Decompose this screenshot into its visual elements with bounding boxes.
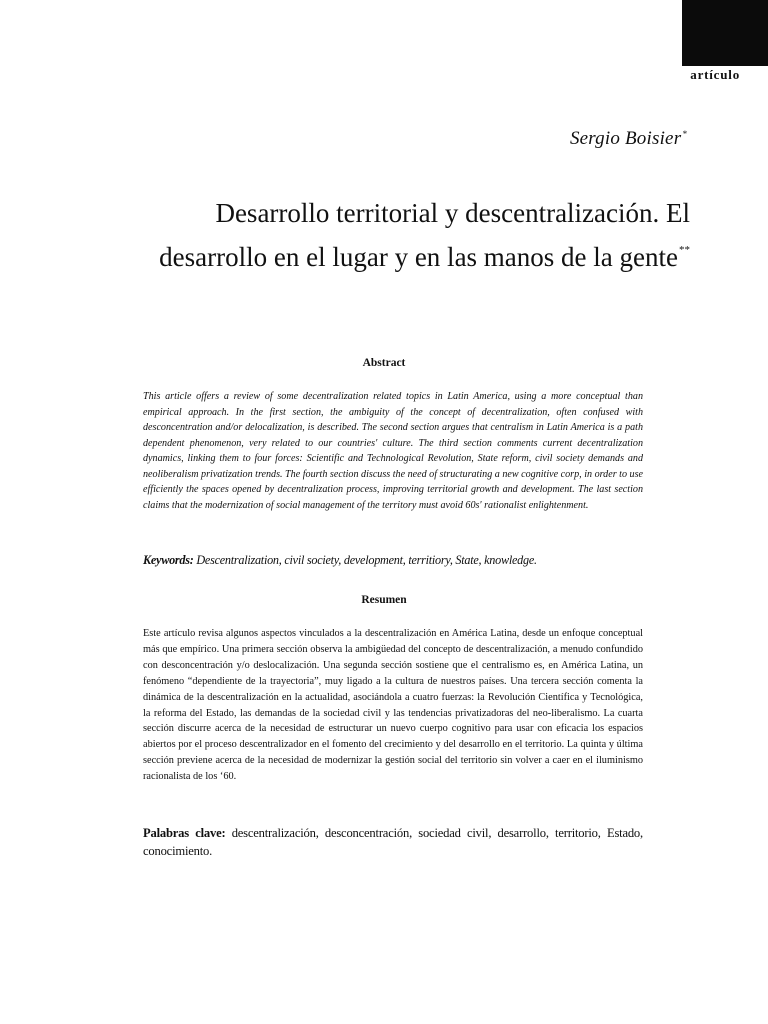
- title-footnote-mark: **: [679, 244, 690, 256]
- resumen-body: Este artículo revisa algunos aspectos vinculados a la descentralización en América Latina, desde un enfoque conceptual más que empírico. Una primera sección observa la ambigüedad del concepto de descentralización, a menudo confundido con desconcentración y/o deslocalización. Una segunda sección sostiene que el centralismo es, en América Latina, un fenómeno “dependiente de la trayectoria”, muy ligado a la cultura de nuestros países. Una tercera sección comenta la dinámica de la descentralización en la actualidad, asociándola a cuatro fuerzas: la Revolución Científica y Tecnológica, la reforma del Estado, las demandas de la sociedad civil y las tendencias privatizadoras del neo-liberalismo. La cuarta sección discurre acerca de la necesidad de estructurar un nuevo cuerpo cognitivo para usar con eficacia los espacios abiertos por el proceso descentralizador en el fomento del crecimiento y del desarrollo en el territorio. La quinta y última sección previene acerca de la necesidad de modernizar la gestión social del territorio sin volver a caer en el iluminismo racionalista de los ‘60.: [143, 628, 643, 783]
- palabras-clave-line: [143, 824, 643, 860]
- author-name: [570, 128, 687, 150]
- author-text: Sergio Boisier: [569, 128, 682, 149]
- title-line-1: Desarrollo territorial y descentralización. El: [215, 198, 690, 228]
- keywords-label: Keywords:: [143, 553, 194, 567]
- keywords-line: [143, 553, 643, 568]
- section-tag: artículo: [690, 67, 740, 82]
- title-line-2: desarrollo en el lugar y en las manos de la gente: [159, 242, 678, 272]
- corner-black-block: [682, 0, 768, 66]
- resumen-heading: Resumen: [361, 594, 407, 606]
- article-title: [100, 195, 690, 276]
- keywords-text: Descentralization, civil society, development, territiory, State, knowledge.: [193, 553, 537, 567]
- abstract-heading: Abstract: [362, 357, 406, 369]
- author-footnote-mark: *: [682, 129, 687, 139]
- palabras-clave-label: Palabras clave:: [143, 826, 226, 840]
- title-line-2-wrap: [100, 232, 690, 276]
- palabras-clave-text: descentralización, desconcentración, sociedad civil, desarrollo, territorio, Estado, conocimiento.: [143, 826, 643, 858]
- abstract-body: This article offers a review of some decentralization related topics in Latin America, using a more conceptual than empirical approach. In the first section, the ambiguity of the concept of decentralization, often confused with desconcentration and/or delocalization, is described. The second section argues that centralism in Latin America is a path dependent phenomenon, very related to our countries' culture. The third section comments current decentralization dynamics, linking them to four forces: Scientific and Technological Revolution, State reform, civil society demands and neoliberalism privatization trends. The fourth section discuss the need of structurating a new cognitive corp, in order to use efficiently the spaces opened by decentralization process, improving territorial growth and development. The last section claims that the modernization of social management of the territory must avoid 60s' rationalist enlightenment.: [143, 391, 643, 511]
